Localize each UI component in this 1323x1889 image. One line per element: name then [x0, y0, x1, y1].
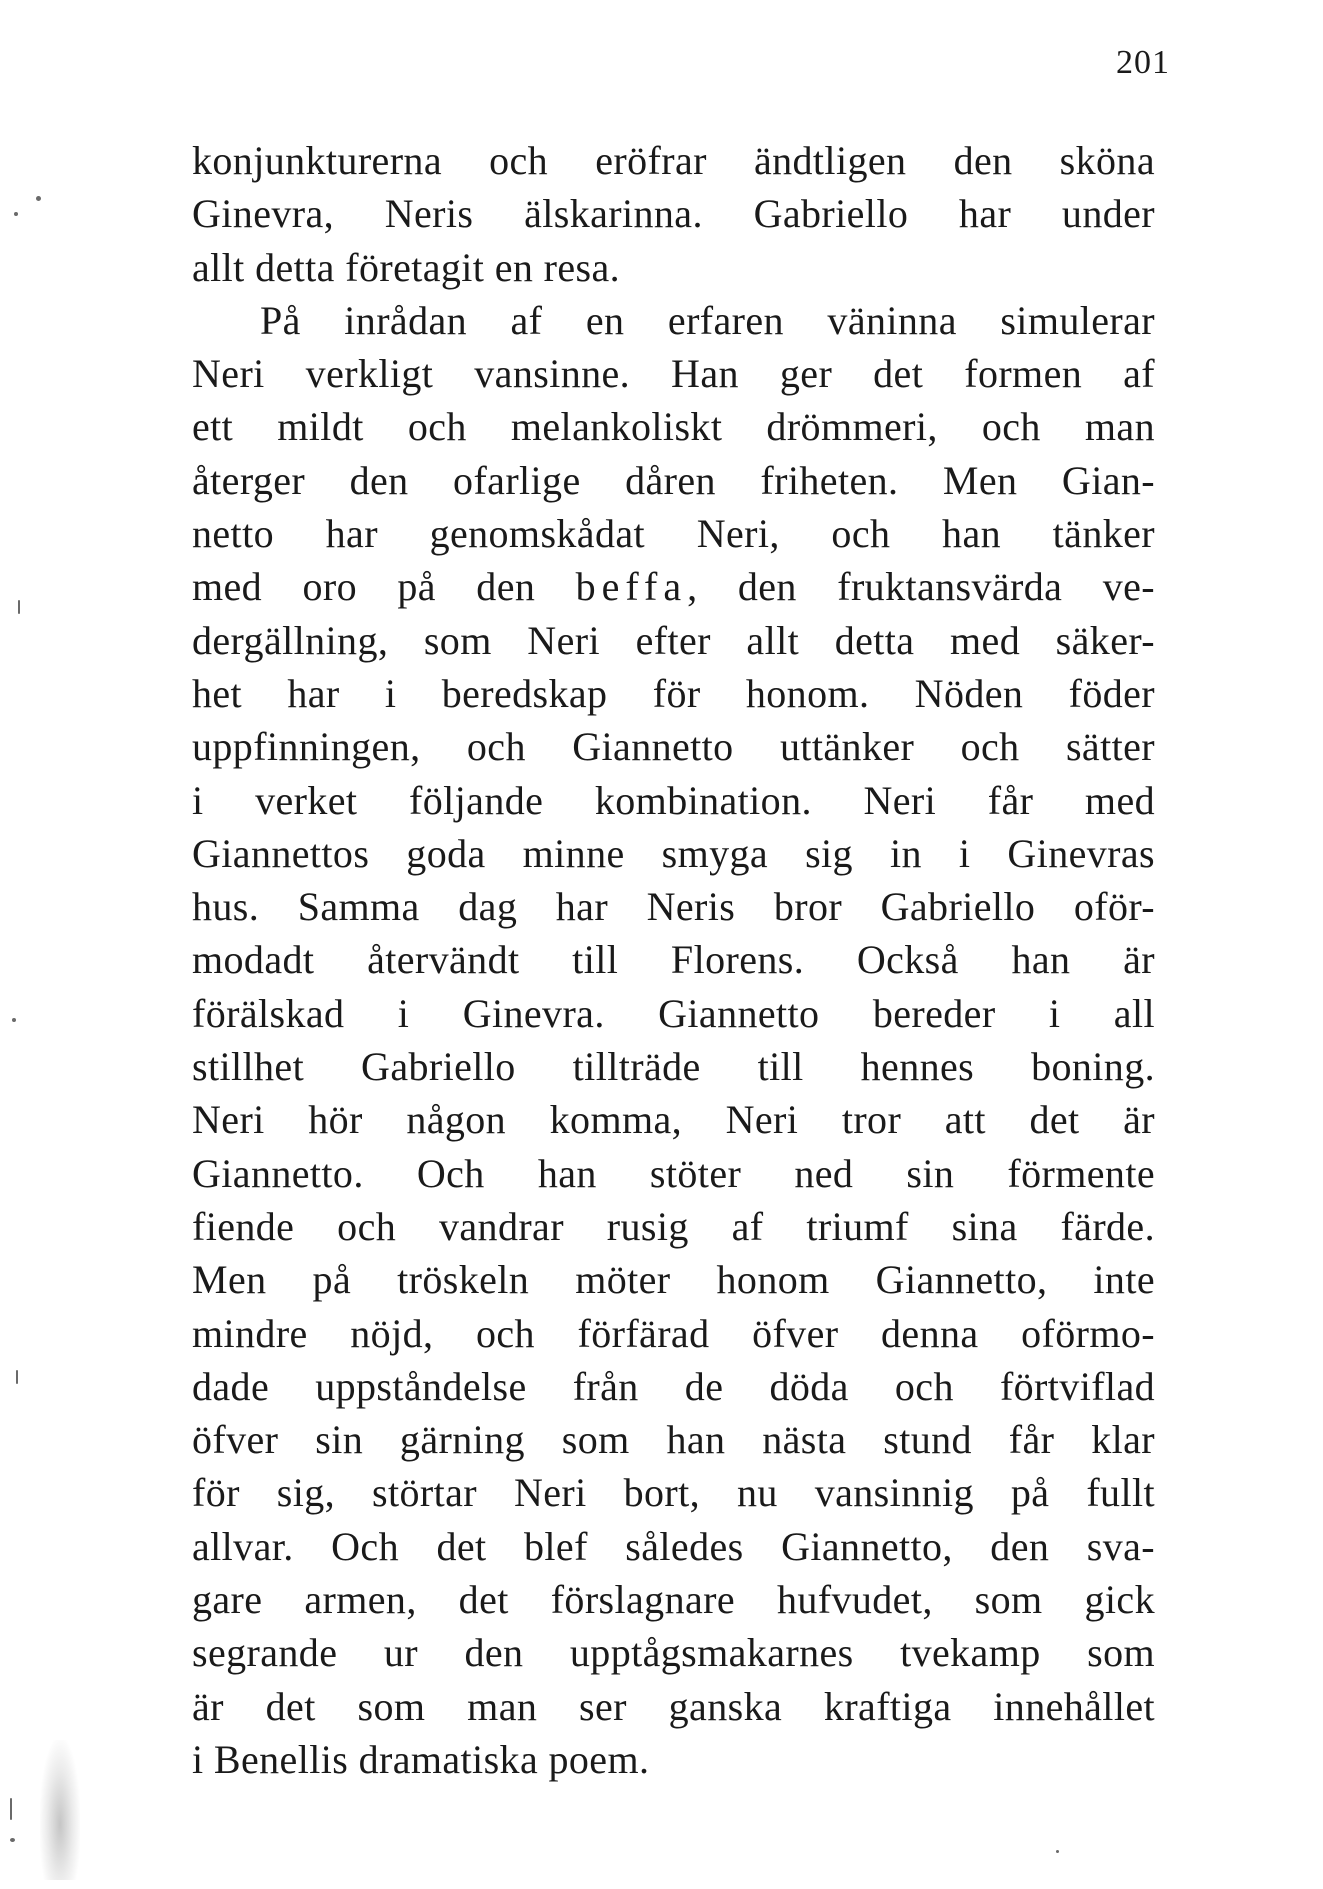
text-line: Men på tröskeln möter honom Giannetto, inte — [192, 1257, 1155, 1303]
text-line: allt detta företagit en resa. — [192, 244, 621, 290]
text-line: uppfinningen, och Giannetto uttänker och sätter — [192, 724, 1155, 770]
scan-smudge — [40, 1740, 80, 1880]
text-line: återger den ofarlige dåren friheten. Men Gian- — [192, 457, 1155, 503]
scan-speck — [10, 1798, 12, 1820]
text-line: fiende och vandrar rusig af triumf sina färde. — [192, 1203, 1155, 1249]
text-line: På inrådan af en erfaren väninna simulerar — [260, 297, 1155, 343]
text-line: öfver sin gärning som han nästa stund får klar — [192, 1417, 1155, 1463]
text-line: gare armen, det förslagnare hufvudet, som gick — [192, 1577, 1155, 1623]
scan-speck — [14, 212, 18, 216]
scan-speck — [36, 196, 41, 201]
text-line: Neri verkligt vansinne. Han ger det formen af — [192, 351, 1155, 397]
text-line: Ginevra, Neris älskarinna. Gabriello har under — [192, 191, 1155, 237]
scan-speck — [1056, 1850, 1059, 1853]
text-line: förälskad i Ginevra. Giannetto bereder i all — [192, 990, 1155, 1036]
text-line: Giannetto. Och han stöter ned sin förmente — [192, 1150, 1155, 1196]
scan-speck — [10, 1838, 15, 1842]
text-line: för sig, störtar Neri bort, nu vansinnig på fullt — [192, 1470, 1155, 1516]
text-fragment: med oro på den — [192, 564, 576, 610]
text-line-with-spaced-word — [192, 560, 1155, 613]
text-line: allvar. Och det blef således Giannetto, den sva- — [192, 1523, 1155, 1569]
text-line: stillhet Gabriello tillträde till hennes boning. — [192, 1044, 1155, 1090]
text-line: dergällning, som Neri efter allt detta med säker- — [192, 617, 1155, 663]
body-text — [192, 134, 1155, 1786]
scan-speck — [18, 600, 20, 614]
text-line: het har i beredskap för honom. Nöden föder — [192, 670, 1155, 716]
text-fragment: , den fruktansvärda ve- — [687, 564, 1155, 610]
text-line: i Benellis dramatiska poem. — [192, 1736, 650, 1782]
text-line: mindre nöjd, och förfärad öfver denna oförmo- — [192, 1310, 1155, 1356]
text-line: modadt återvändt till Florens. Också han är — [192, 937, 1155, 983]
page-number: 201 — [1116, 44, 1170, 81]
text-line: Giannettos goda minne smyga sig in i Ginevras — [192, 830, 1155, 876]
text-line: dade uppståndelse från de döda och förtviflad — [192, 1363, 1155, 1409]
text-line: är det som man ser ganska kraftiga innehållet — [192, 1683, 1155, 1729]
spaced-word-beffa: beffa — [575, 564, 688, 610]
text-line: netto har genomskådat Neri, och han tänker — [192, 511, 1155, 557]
scan-speck — [12, 1018, 16, 1022]
text-line: Neri hör någon komma, Neri tror att det är — [192, 1097, 1155, 1143]
text-line: segrande ur den upptågsmakarnes tvekamp som — [192, 1630, 1155, 1676]
scan-speck — [16, 1370, 18, 1384]
text-line: i verket följande kombination. Neri får med — [192, 777, 1155, 823]
text-line: hus. Samma dag har Neris bror Gabriello oför- — [192, 884, 1155, 930]
text-line: konjunkturerna och eröfrar ändtligen den sköna — [192, 138, 1155, 183]
text-line: ett mildt och melankoliskt drömmeri, och man — [192, 404, 1155, 450]
